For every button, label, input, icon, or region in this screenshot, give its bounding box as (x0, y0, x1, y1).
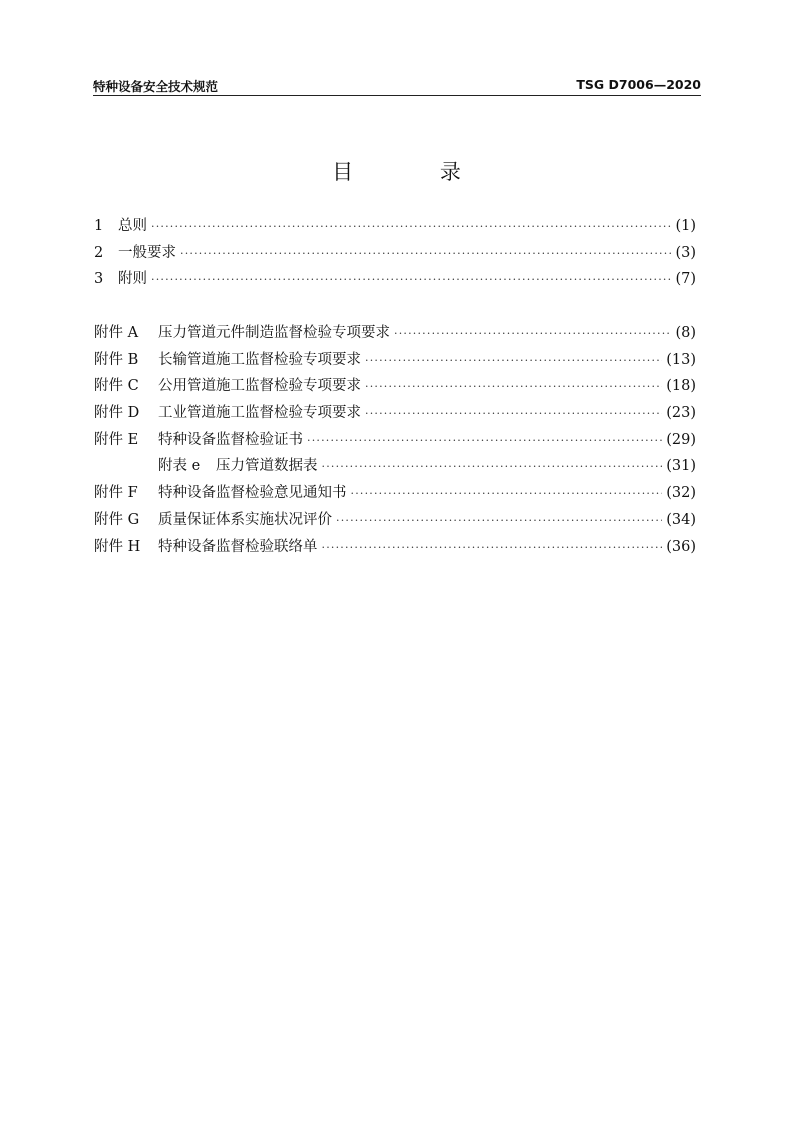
toc-entry[interactable] (94, 266, 696, 293)
appendix-prefix: 附件 E (94, 431, 139, 448)
toc-appendix-entry[interactable] (94, 373, 696, 400)
toc-entry-label: 特种设备监督检验意见通知书 (158, 485, 347, 502)
toc-appendix-entry[interactable] (94, 427, 696, 454)
toc-leader-dots (151, 214, 671, 241)
appendix-prefix: 附件 A (94, 325, 139, 341)
toc-entry-page: (23) (666, 405, 696, 422)
toc-appendix-entry[interactable] (94, 320, 696, 347)
header-spec-code: TSG D7006—2020 (576, 77, 701, 92)
toc-entry-page: (1) (675, 218, 696, 234)
toc-main-list (94, 213, 696, 293)
toc-entry-page: (32) (666, 485, 696, 502)
toc-entry[interactable] (94, 240, 696, 267)
toc-appendix-entry[interactable] (94, 400, 696, 427)
toc-entry-number: 1 (94, 218, 104, 234)
toc-leader-dots (365, 374, 662, 401)
toc-entry-page: (3) (675, 244, 696, 261)
toc-entry-page: (13) (666, 351, 696, 368)
toc-appendix-entry[interactable] (94, 534, 696, 561)
toc-entry-label: 附则 (118, 271, 147, 288)
toc-appendix-entry[interactable] (94, 347, 696, 374)
toc-entry-label: 长输管道施工监督检验专项要求 (158, 351, 361, 368)
appendix-prefix: 附件 C (94, 378, 139, 395)
toc-leader-dots (322, 535, 663, 562)
toc-entry-number: 3 (94, 271, 104, 288)
toc-leader-dots (365, 348, 662, 375)
page-title: 目 录 (332, 160, 501, 184)
toc-appendix-list (94, 320, 696, 560)
subtable-prefix: 附表 e (158, 458, 201, 475)
toc-leader-dots (336, 508, 662, 535)
toc-leader-dots (351, 481, 663, 508)
toc-entry-page: (34) (666, 511, 696, 528)
toc-entry-label: 压力管道元件制造监督检验专项要求 (158, 325, 390, 341)
appendix-prefix: 附件 H (94, 538, 141, 555)
toc-entry-label: 压力管道数据表 (216, 458, 318, 475)
toc-leader-dots (365, 401, 662, 428)
appendix-prefix: 附件 F (94, 485, 138, 502)
toc-entry-label: 公用管道施工监督检验专项要求 (158, 378, 361, 395)
toc-entry-page: (29) (666, 431, 696, 448)
appendix-prefix: 附件 B (94, 351, 139, 368)
toc-appendix-entry[interactable] (94, 480, 696, 507)
header-spec-title: 特种设备安全技术规范 (93, 79, 219, 94)
toc-entry-label: 特种设备监督检验证书 (158, 431, 303, 448)
appendix-prefix: 附件 D (94, 405, 140, 422)
toc-leader-dots (307, 428, 662, 455)
toc-subentry[interactable] (94, 453, 696, 480)
toc-leader-dots (151, 267, 671, 294)
toc-entry-label: 总则 (118, 218, 147, 234)
toc-entry-page: (31) (666, 458, 696, 475)
page-header (93, 76, 701, 96)
toc-leader-dots (180, 241, 671, 268)
toc-entry-label: 质量保证体系实施状况评价 (158, 511, 332, 528)
toc-entry-page: (18) (666, 378, 696, 395)
toc-entry-number: 2 (94, 244, 104, 261)
toc-appendix-entry[interactable] (94, 507, 696, 534)
toc-entry-page: (36) (666, 538, 696, 555)
toc-entry-page: (8) (675, 325, 696, 341)
toc-leader-dots (322, 454, 663, 481)
toc-leader-dots (394, 321, 671, 348)
toc-entry-label: 一般要求 (118, 244, 176, 261)
toc-entry-page: (7) (675, 271, 696, 288)
toc-entry-label: 特种设备监督检验联络单 (158, 538, 318, 555)
toc-entry-label: 工业管道施工监督检验专项要求 (158, 405, 361, 422)
toc-entry[interactable] (94, 213, 696, 240)
appendix-prefix: 附件 G (94, 511, 140, 528)
